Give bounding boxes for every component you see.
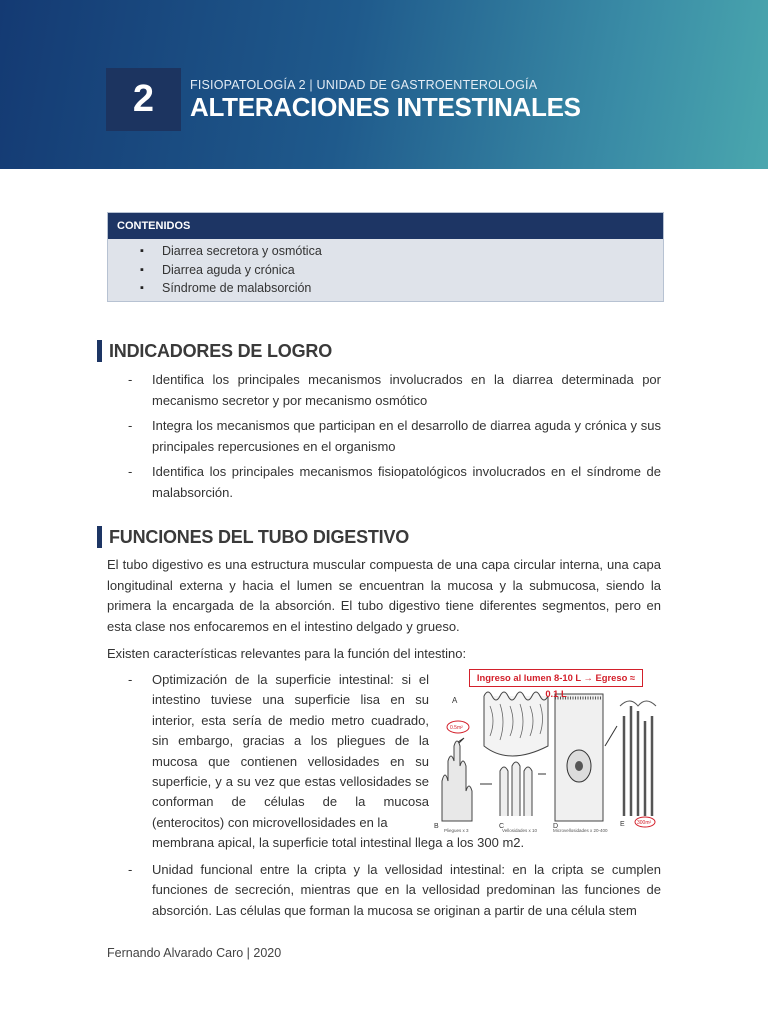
panel-label: C [499,823,505,830]
dash-bullet: - [128,862,133,877]
paragraph: El tubo digestivo es una estructura muscular compuesta de una capa circular interna, una capa longitudinal externa y hacia el lumen se encuentran la mucosa y la submucosa, siendo la primera la encargada de la absorción. El tubo digestivo tiene diferentes segmentos, pero en esta clase nos enfocaremos en el intestino delgado y grueso. [107,557,661,634]
small-label: Pliegues x 3 [444,828,469,833]
list-item: ▪ Diarrea aguda y crónica [140,261,663,280]
contents-heading: CONTENIDOS [108,213,663,239]
heading-bar [97,340,102,362]
intestinal-surface-figure [432,666,661,834]
section-heading-objectives [97,340,332,362]
small-label: Vellosidades x 10 [502,828,538,833]
feature-text: Unidad funcional entre la cripta y la vellosidad intestinal: en la cripta se cumplen funciones de secreción, mientras que en la vellosidad predominan las funciones de absorción. Las células que forman la mucosa se originan a partir de una célula stem [152,862,661,918]
small-label: 0.5m² [450,725,463,731]
dash-bullet: - [128,672,133,687]
section-title: INDICADORES DE LOGRO [109,340,333,361]
list-item: - Identifica los principales mecanismos involucrados en la diarrea determinada por mecanismo secretor y por mecanismo osmótico [128,370,661,411]
page-title: ALTERACIONES INTESTINALES [190,92,581,122]
heading-bar [97,526,102,548]
paragraph: Existen características relevantes para la función del intestino: [107,646,467,661]
course-subtitle: FISIOPATOLOGÍA 2 | UNIDAD DE GASTROENTEROLOGÍA [190,78,538,92]
footer-author: Fernando Alvarado Caro | 2020 [107,946,282,960]
feature-text-continued: membrana apical, la superficie total intestinal llega a los 300 m2. [152,835,525,850]
feature-text: Optimización de la superficie intestinal: si el intestino tuviese una superficie lisa en su interior, esta sería de medio metro cuadrado, sin embargo, gracias a los pliegues de la mucosa que contienen vellosidades en su superficie, y a su vez que estas vellosidades se conforman de células de la mucosa (enterocitos) con microvellosidades en la [152,672,429,830]
panel-label: D [553,823,559,830]
panel-label: A [452,696,458,705]
contents-box [107,212,664,302]
section-title: FUNCIONES DEL TUBO DIGESTIVO [109,526,410,547]
panel-label: E [620,821,625,828]
small-label: 300m² [637,820,652,826]
list-item: - Integra los mecanismos que participan en el desarrollo de diarrea aguda y crónica y sus principales repercusiones en el organismo [128,416,661,457]
chapter-number: 2 [106,68,181,131]
section-heading-functions [97,526,409,548]
list-item: - Identifica los principales mecanismos fisiopatológicos involucrados en el síndrome de malabsorción. [128,462,661,503]
figure-banner: Ingreso al lumen 8-10 L → Egreso ≈ 0.1 L [469,669,643,687]
contents-list [108,242,663,298]
small-label: Microvellosidades x 20-400 [553,828,608,833]
panel-label: B [434,823,439,830]
contents-body [108,239,663,301]
list-item: ▪ Síndrome de malabsorción [140,279,663,298]
list-item: ▪ Diarrea secretora y osmótica [140,242,663,261]
objectives-list [128,370,661,508]
